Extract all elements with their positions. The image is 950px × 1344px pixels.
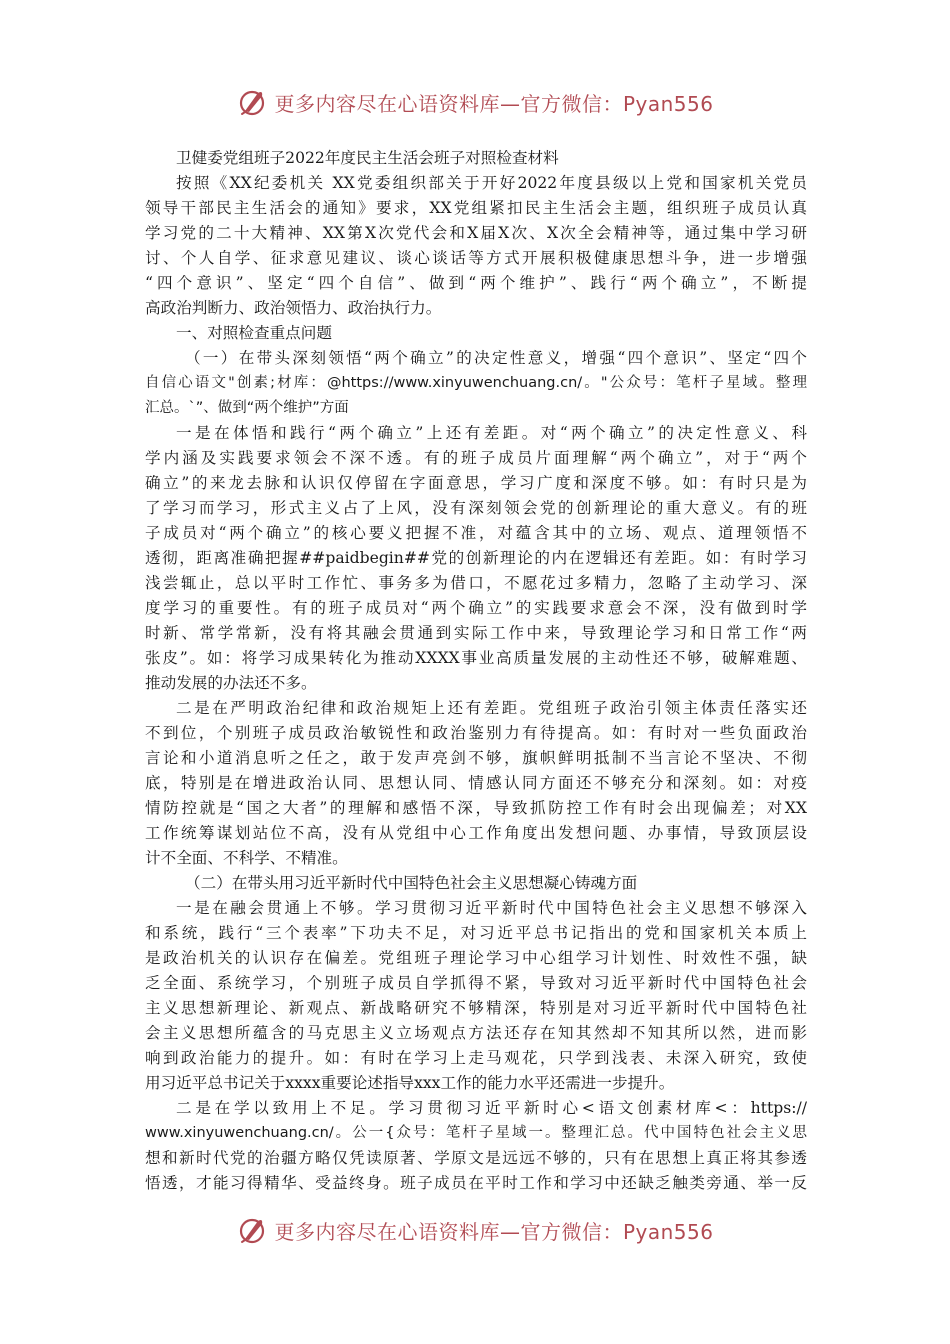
paragraph-line: 想和新时代党的治疆方略仅凭读原著、学原文是远远不够的，只有在思想上真正将其参透 [145,1149,807,1167]
document-title: 卫健委党组班子2022年度民主生活会班子对照检查材料 [176,149,559,167]
paragraph-line: 二是在学以致用上不足。学习贯彻习近平新时心<语文创素材库<：https:// [176,1099,807,1117]
watermark-header [0,82,950,122]
paragraph-line: 情防控就是“国之大者”的理解和感悟不深，导致抓防控工作有时会出现偏差；对XX [145,799,807,817]
paragraph-line: 和系统，践行“三个表率”下功夫不足，对习近平总书记指出的党和国家机关本质上 [145,924,807,942]
paragraph-line: 浅尝辄止，总以平时工作忙、事务多为借口，不愿花过多精力，忽略了主动学习、深 [145,574,807,592]
paragraph-line: 了学习而学习，形式主义占了上风，没有深刻领会党的创新理论的重大意义。有的班 [145,499,807,517]
paragraph-line: 不到位，个别班子成员政治敏锐性和政治鉴别力有待提高。如：有时对一些负面政治 [145,724,807,742]
subsection-heading: （一）在带头深刻领悟“两个确立”的决定性意义，增强“四个意识”、坚定“四个 [185,349,807,367]
paragraph-line: 领导干部民主生活会的通知》要求，XX党组紧扣民主生活会主题，组织班子成员认真 [145,199,807,217]
paragraph-line: 推动发展的办法还不多。 [145,674,317,692]
paragraph-line: 用习近平总书记关于xxxx重要论述指导xxx工作的能力水平还需进一步提升。 [145,1074,675,1092]
watermark-footer [0,1210,950,1250]
paragraph-line: 悟透，才能习得精华、受益终身。班子成员在平时工作和学习中还缺乏触类旁通、举一反 [145,1174,807,1192]
paragraph-line: 学习党的二十大精神、XX第X次党代会和X届X次、X次全会精神等，通过集中学习研 [145,224,807,242]
paragraph-line: 时新、常学常新，没有将其融会贯通到实际工作中来，导致理论学习和日常工作“两 [145,624,807,642]
watermark-text: 更多内容尽在心语资料库—官方微信：Pyan556 [274,91,714,116]
subsection-heading: （二）在带头用习近平新时代中国特色社会主义思想凝心铸魂方面 [185,874,638,892]
paragraph-line: 工作统筹谋划站位不高，没有从党组中心工作角度出发想问题、办事情，导致顶层设 [145,824,807,842]
paragraph-line: 二是在严明政治纪律和政治规矩上还有差距。党组班子政治引领主体责任落实还 [176,699,807,717]
paragraph-line: 一是在融会贯通上不够。学习贯彻习近平新时代中国特色社会主义思想不够深入 [176,899,807,917]
paragraph-line: 底，特别是在增进政治认同、思想认同、情感认同方面还不够充分和深刻。如：对疫 [145,774,807,792]
document-body [145,146,807,1196]
paragraph-line: 是政治机关的认识存在偏差。党组班子理论学习中心组学习计划性、时效性不强，缺 [145,949,807,967]
quill-pen-logo-icon [236,1214,268,1246]
paragraph-line: 响到政治能力的提升。如：有时在学习上走马观花，只学到浅表、未深入研究，致使 [145,1049,807,1067]
paragraph-line: 讨、个人自学、征求意见建议、谈心谈话等方式开展积极健康思想斗争，进一步增强 [145,249,807,267]
section-heading: 一、对照检查重点问题 [176,324,332,342]
paragraph-line: 张皮”。如：将学习成果转化为推动XXXX事业高质量发展的主动性还不够，破解难题、 [145,649,807,667]
watermark-text: 更多内容尽在心语资料库—官方微信：Pyan556 [274,1219,714,1244]
paragraph-line: www.xinyuwenchuang.cn/。公一{众号：笔杆子星域一。整理汇总。代中国特色社会主义思 [145,1125,807,1141]
paragraph-line: 主义思想新理论、新观点、新战略研究不够精深，特别是对习近平新时代中国特色社 [145,999,807,1017]
paragraph-line: 确立”的来龙去脉和认识仅停留在字面意思，学习广度和深度不够。如：有时只是为 [145,474,807,492]
paragraph-line: 乏全面、系统学习，个别班子成员自学抓得不紧，导致对习近平新时代中国特色社会 [145,974,807,992]
quill-pen-logo-icon [236,86,268,118]
paragraph-line: 透彻，距离准确把握##paidbegin##党的创新理论的内在逻辑还有差距。如：有时学习 [145,549,807,567]
paragraph-line: 言论和小道消息听之任之，敢于发声亮剑不够，旗帜鲜明抵制不当言论不坚决、不彻 [145,749,807,767]
paragraph-line: 子成员对“两个确立”的核心要义把握不准，对蕴含其中的立场、观点、道理领悟不 [145,524,807,542]
paragraph-line: 高政治判断力、政治领悟力、政治执行力。 [145,299,442,317]
paragraph-line: 自信心语文"创素;材库：@https://www.xinyuwenchuang.cn/。"公众号：笔杆子星域。整理 [145,375,807,391]
paragraph-line: 度学习的重要性。有的班子成员对“两个确立”的实践要求意会不深，没有做到时学 [145,599,807,617]
paragraph-line: 按照《XX纪委机关 XX党委组织部关于开好2022年度县级以上党和国家机关党员 [176,174,807,192]
paragraph-line: 汇总。`”、做到“两个维护”方面 [145,400,349,416]
paragraph-line: 计不全面、不科学、不精准。 [145,849,348,867]
paragraph-line: 会主义思想所蕴含的马克思主义立场观点方法还存在知其然却不知其所以然，进而影 [145,1024,807,1042]
paragraph-line: “四个意识”、坚定“四个自信”、做到“两个维护”、践行“两个确立”，不断提 [145,274,807,292]
paragraph-line: 一是在体悟和践行“两个确立”上还有差距。对“两个确立”的决定性意义、科 [176,424,807,442]
paragraph-line: 学内涵及实践要求领会不深不透。有的班子成员片面理解“两个确立”，对于“两个 [145,449,807,467]
